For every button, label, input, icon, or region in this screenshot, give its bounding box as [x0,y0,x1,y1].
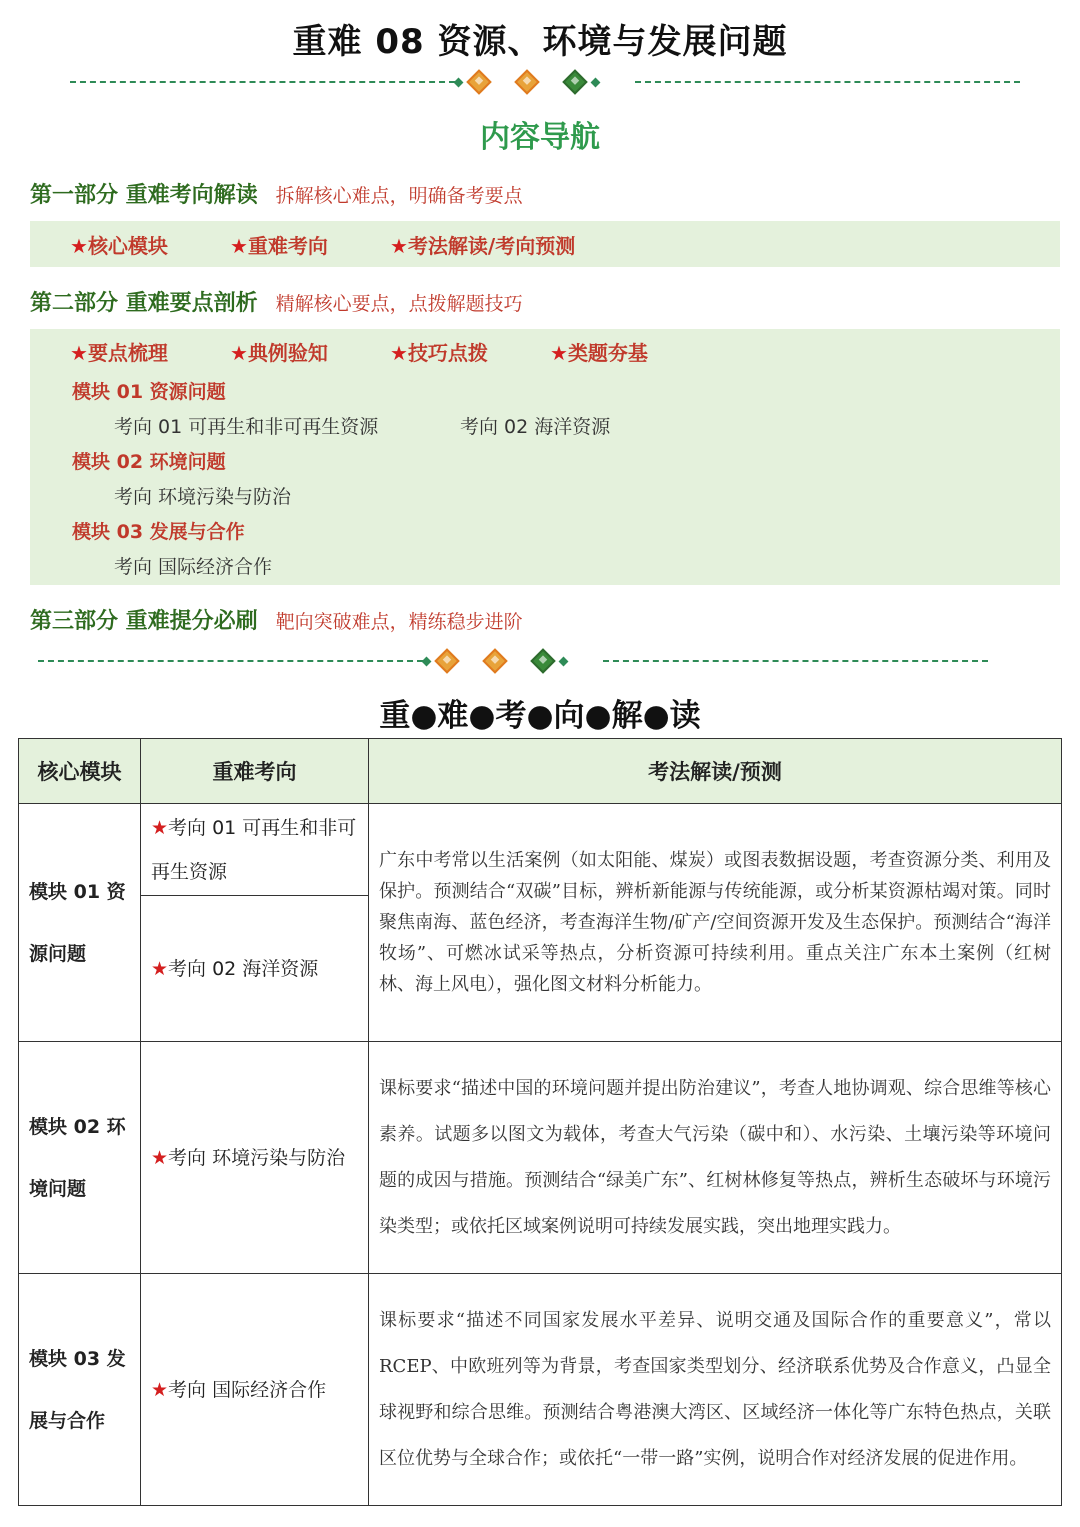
star-icon: ★ [230,234,248,258]
diamond-dot-icon [559,656,569,666]
orange-gem-icon [514,69,539,94]
green-gem-icon [530,648,555,673]
star-icon: ★ [70,341,88,365]
description-cell: 课标要求“描述中国的环境问题并提出防治建议”，考查人地协调观、综合思维等核心素养。试题多以图文为载体，考查大气污染（碳中和）、水污染、土壤污染等环境问题的成因与措施。预测结合“绿美广东”、红树林修复等热点，辨析生态破坏与环境污染类型；或依托区域案例说明可持续发展实践，突出地理实践力。 [369,1042,1062,1274]
table-header: 核心模块 [19,739,141,804]
outline-topic: 考向 01 可再生和非可再生资源 [114,416,379,438]
divider-middle [38,651,988,671]
orange-gem-icon [466,69,491,94]
part-1-band [30,221,1060,267]
page-title: 重难 08 资源、环境与发展问题 [292,22,788,62]
outline-topic: 考向 02 海洋资源 [460,416,611,438]
part-sub: 拆解核心难点，明确备考要点 [275,185,523,207]
orange-gem-icon [482,648,507,673]
star-icon: ★ [550,341,568,365]
green-gem-icon [562,69,587,94]
description-cell: 课标要求“描述不同国家发展水平差异、说明交通及国际合作的重要意义”，常以 RCEP、中欧班列等为背景，考查国家类型划分、经济联系优势及合作意义，凸显全球视野和综合思维。预测结合粤港澳大湾区、区域经济一体化等广东特色热点，关联区位优势与全球合作；或依托“一带一路”实例，说明合作对经济发展的促进作用。 [369,1274,1062,1506]
star-icon: ★ [390,341,408,365]
description-cell: 广东中考常以生活案例（如太阳能、煤炭）或图表数据设题，考查资源分类、利用及保护。预测结合“双碳”目标，辨析新能源与传统能源，或分析某资源枯竭对策。同时聚焦南海、蓝色经济，考查海洋生物/矿产/空间资源开发及生态保护。预测结合“海洋牧场”、可燃冰试采等热点，分析资源可持续利用。重点关注广东本土案例（红树林、海上风电），强化图文材料分析能力。 [369,804,1062,1042]
table-row [19,1274,1062,1506]
table-row [19,804,1062,896]
module-cell: 模块 01 资源问题 [19,804,141,1042]
outline-module: 模块 02 环境问题 [72,451,226,473]
topic-cell: ★考向 国际经济合作 [141,1274,369,1506]
table-row [19,1042,1062,1274]
table-header: 考法解读/预测 [369,739,1062,804]
star-icon: ★ [390,234,408,258]
star-icon: ★ [230,341,248,365]
part-2-heading [30,286,523,317]
section-title: 重●难●考●向●解●读 [379,698,701,734]
nav-item: ★考法解读/考向预测 [390,234,576,258]
nav-item: ★要点梳理 [70,341,168,365]
nav-item: ★类题夯基 [550,341,648,365]
part-label: 第三部分 重难提分必刷 [30,609,258,634]
outline-module: 模块 01 资源问题 [72,381,226,403]
module-cell: 模块 02 环境问题 [19,1042,141,1274]
nav-item: ★典例验知 [230,341,328,365]
outline-topic: 考向 国际经济合作 [114,556,273,578]
part-sub: 靶向突破难点，精练稳步进阶 [275,611,523,633]
topic-cell: ★考向 01 可再生和非可再生资源 [141,804,369,896]
part-2-band [30,329,1060,585]
star-icon: ★ [151,1378,169,1401]
outline-module: 模块 03 发展与合作 [72,521,245,543]
nav-item: ★重难考向 [230,234,328,258]
table-header-row [19,739,1062,804]
analysis-table [18,738,1062,1506]
star-icon: ★ [151,1146,169,1169]
topic-cell: ★考向 02 海洋资源 [141,896,369,1042]
table-header: 重难考向 [141,739,369,804]
orange-gem-icon [434,648,459,673]
nav-title: 内容导航 [480,120,600,155]
part-label: 第二部分 重难要点剖析 [30,291,258,316]
star-icon: ★ [70,234,88,258]
topic-cell: ★考向 环境污染与防治 [141,1042,369,1274]
diamond-dot-icon [591,77,601,87]
module-cell: 模块 03 发展与合作 [19,1274,141,1506]
divider-top [70,72,1020,92]
part-1-heading [30,178,523,209]
part-sub: 精解核心要点，点拨解题技巧 [275,293,523,315]
nav-item: ★技巧点拨 [390,341,488,365]
star-icon: ★ [151,816,169,839]
diamond-dot-icon [454,77,464,87]
diamond-dot-icon [422,656,432,666]
part-label: 第一部分 重难考向解读 [30,183,258,208]
nav-item: ★核心模块 [70,234,168,258]
outline-topic: 考向 环境污染与防治 [114,486,292,508]
star-icon: ★ [151,957,169,980]
part-3-heading [30,604,523,635]
